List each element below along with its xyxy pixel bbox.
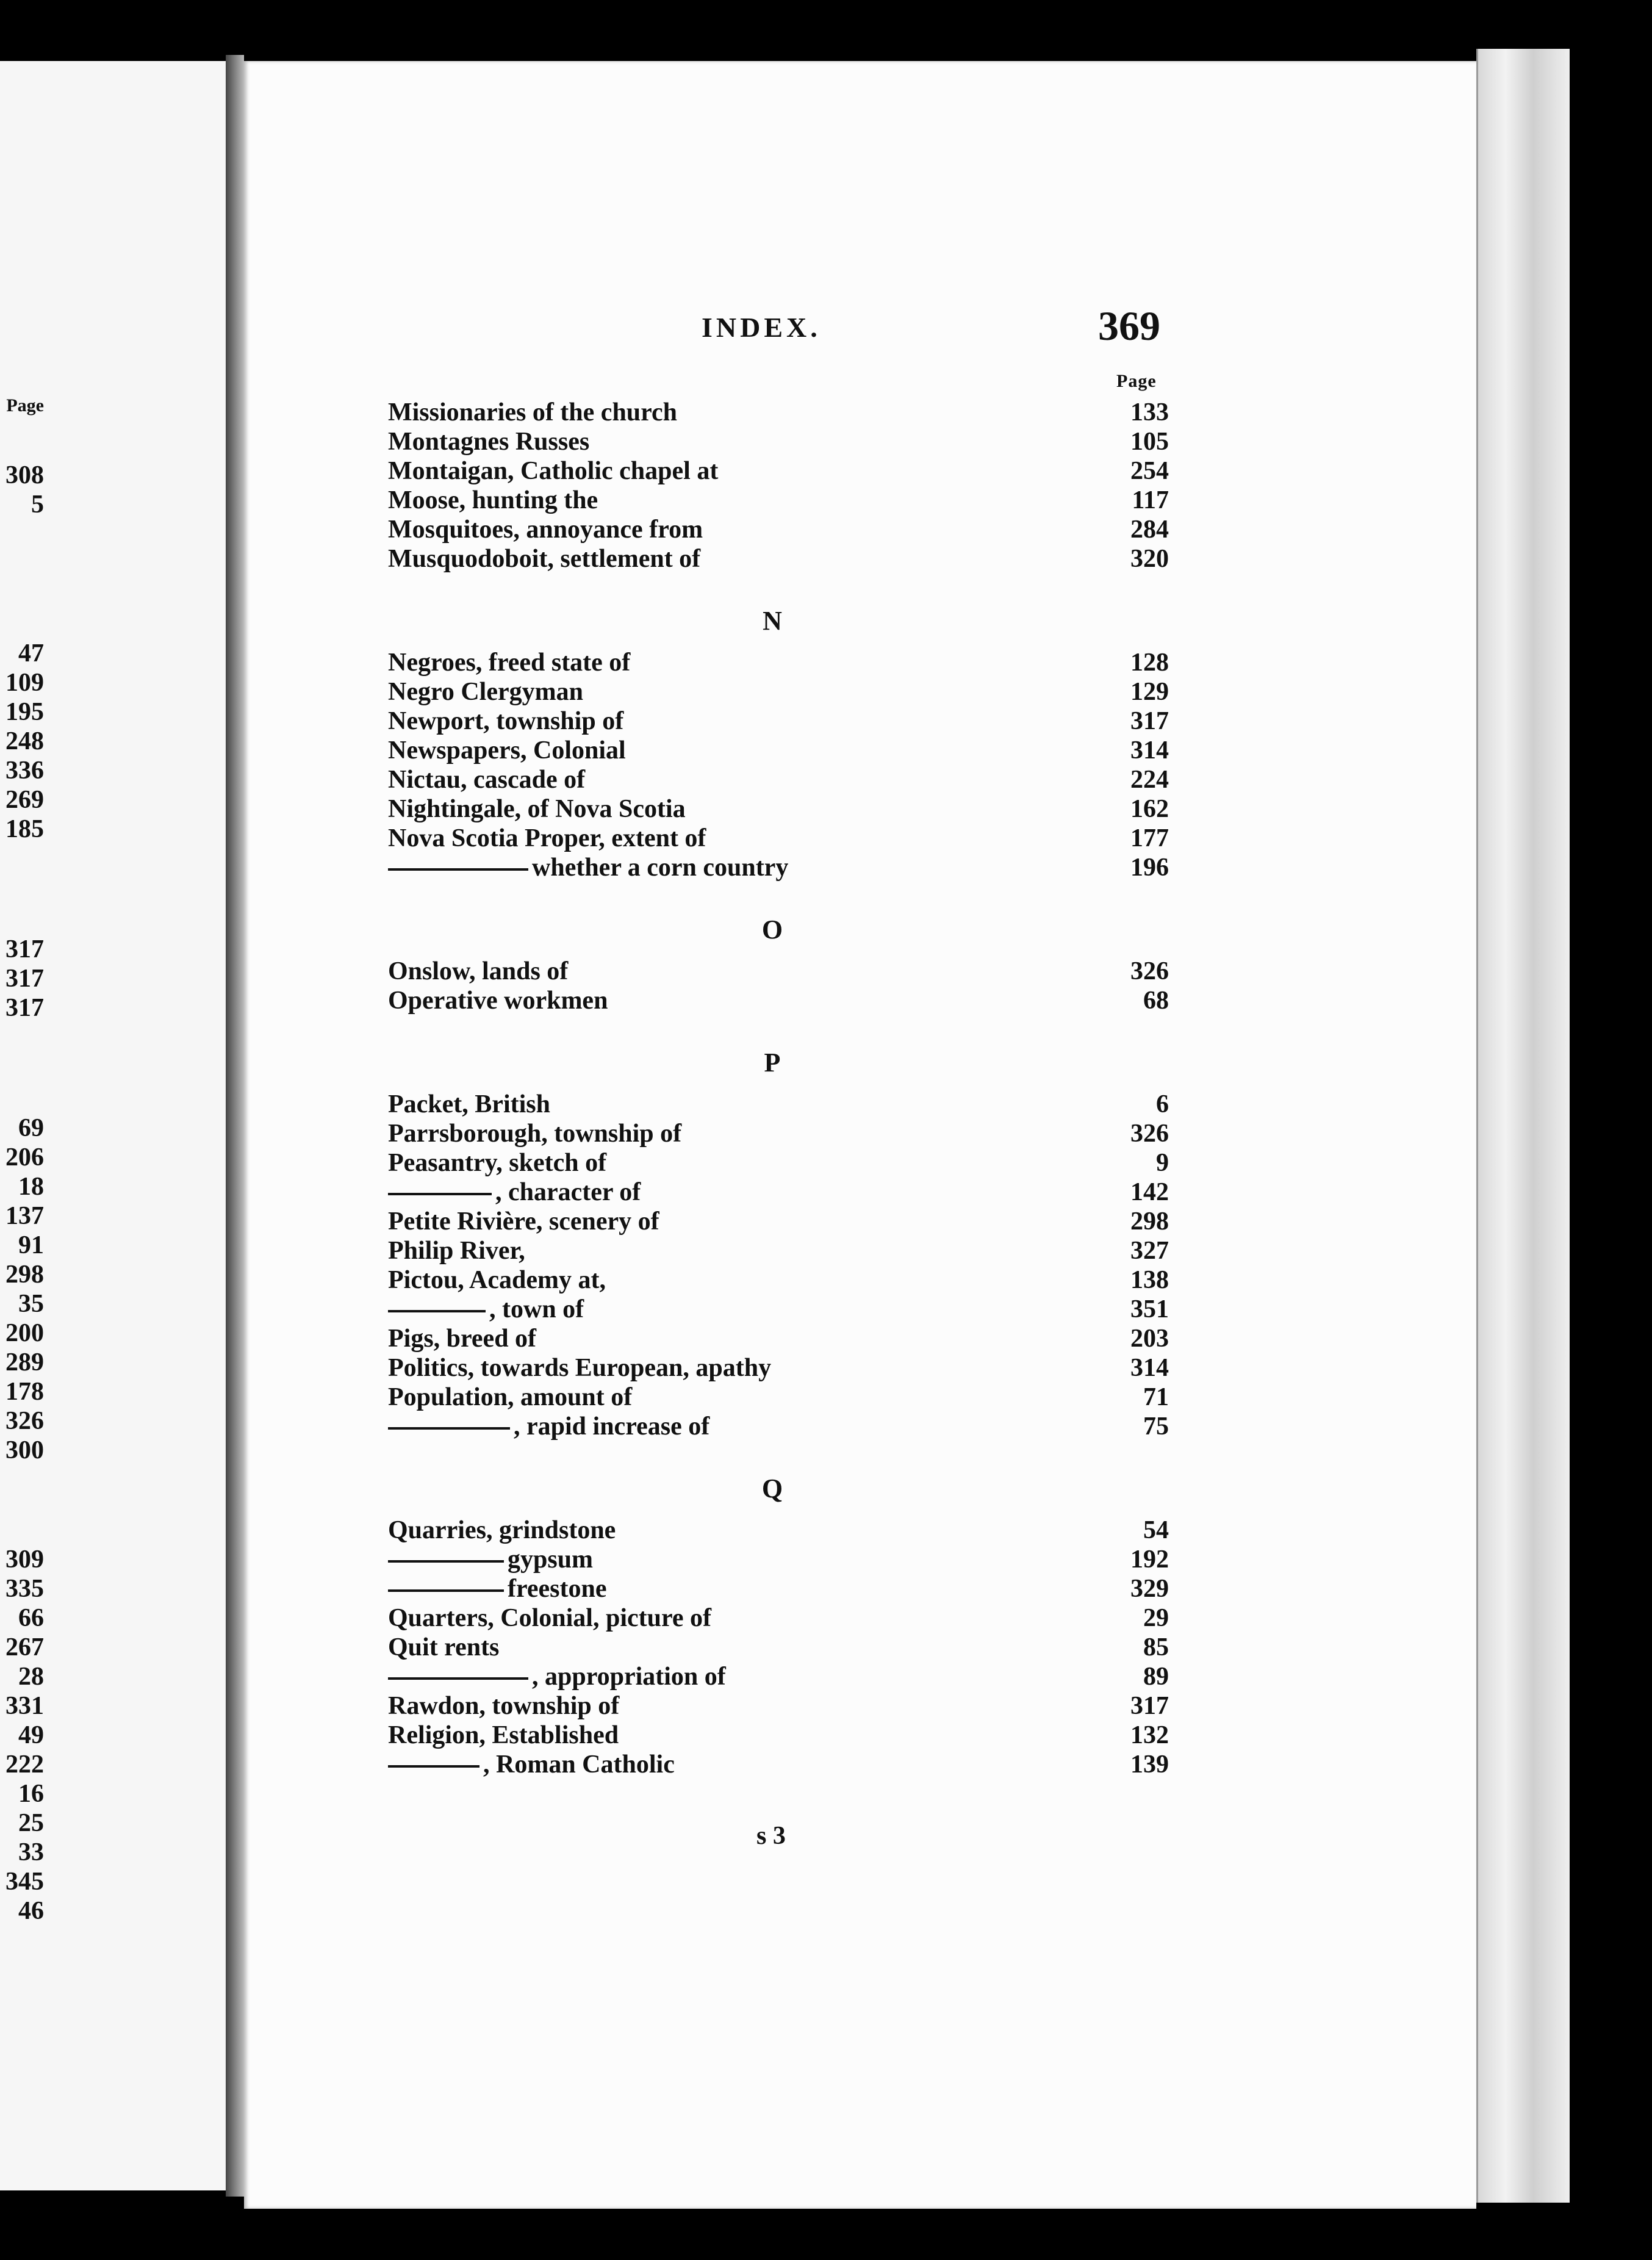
left-page-number: 35 [18,1290,44,1318]
index-entry [388,765,1169,794]
index-term-text: Musquodoboit, settlement of [388,545,701,573]
section-letter-text: P [764,1048,781,1078]
left-page [0,61,229,2190]
index-term-text: Nictau, cascade of [388,766,586,794]
index-term [388,1236,525,1265]
left-page-number: 345 [5,1868,44,1896]
index-term-text: Quit rents [388,1633,500,1661]
index-page-number: 71 [1143,1383,1169,1411]
left-page-number: 222 [5,1751,44,1779]
index-term-text: Parrsborough, township of [388,1120,682,1148]
index-term-text: Negroes, freed state of [388,649,631,677]
index-term [388,427,589,456]
index-term [388,1324,536,1353]
index-term [388,544,700,574]
index-term [388,957,568,986]
index-page-number: 224 [1130,766,1169,794]
index-term-text: Nightingale, of Nova Scotia [388,795,686,823]
section-letter-text: O [761,915,783,945]
index-term-text: Missionaries of the church [388,398,678,426]
left-page-number: 195 [5,698,44,726]
index-term [388,707,623,736]
index-page-number: 132 [1130,1721,1169,1749]
index-page-number: 139 [1130,1751,1169,1779]
index-page-number: 314 [1130,1354,1169,1382]
index-page-number: 75 [1143,1412,1169,1441]
index-term-text: Mosquitoes, annoyance from [388,516,703,544]
index-list [388,398,1169,1779]
index-entry [388,648,1169,677]
index-term-text: Packet, British [388,1090,550,1118]
left-page-number: 331 [5,1692,44,1720]
left-page-number: 317 [5,965,44,993]
left-page-number: 185 [5,815,44,843]
index-term [388,1353,771,1383]
index-term [388,1603,711,1633]
index-entry [388,957,1169,986]
index-term [388,853,788,882]
index-term [388,1178,641,1207]
index-term-text: Moose, hunting the [388,486,598,514]
index-page-number: 133 [1130,398,1169,426]
index-term-text: whether a corn country [532,854,789,882]
index-page-number: 351 [1130,1295,1169,1323]
index-term-text: freestone [508,1575,607,1603]
left-page-number: 298 [5,1261,44,1289]
index-entry [388,677,1169,707]
index-page-number: 327 [1130,1237,1169,1265]
left-page-label: Page [6,395,44,416]
index-term-text: Politics, towards European, apathy [388,1354,772,1382]
index-entry [388,1412,1169,1441]
left-page-number: 33 [18,1838,44,1866]
section-letter-text: Q [761,1474,783,1503]
index-term [388,456,718,486]
left-page-number: 269 [5,786,44,814]
index-term-text: Newspapers, Colonial [388,736,626,765]
signature-mark: s 3 [756,1822,786,1850]
index-entry [388,1633,1169,1662]
index-entry [388,1750,1169,1779]
ditto-dash [388,1310,486,1312]
index-term-text: Quarters, Colonial, picture of [388,1604,712,1632]
index-term [388,986,608,1015]
index-term [388,486,598,515]
left-page-number: 336 [5,757,44,785]
section-gap [388,882,1169,903]
index-term [388,1265,606,1295]
index-page-number: 196 [1130,854,1169,882]
left-page-number: 91 [18,1231,44,1259]
index-page-number: 6 [1156,1090,1169,1118]
left-page-number: 28 [18,1663,44,1691]
section-gap [388,1441,1169,1462]
index-term [388,1207,659,1236]
left-page-number: 47 [18,639,44,668]
index-entry [388,1207,1169,1236]
index-entry [388,707,1169,736]
index-page-number: 105 [1130,428,1169,456]
index-term-text: Philip River, [388,1237,525,1265]
index-term-text: Religion, Established [388,1721,619,1749]
index-term [388,765,585,794]
section-letter [388,1036,1169,1090]
index-term [388,648,630,677]
left-page-number: 5 [31,491,44,519]
index-term-text: Petite Rivière, scenery of [388,1207,659,1236]
index-term [388,398,677,427]
index-term-text: , rapid increase of [514,1412,710,1441]
page-edge [1476,49,1570,2203]
left-page-number: 308 [5,461,44,489]
index-term-text: , Roman Catholic [483,1751,675,1779]
index-page-number: 177 [1130,824,1169,852]
index-term [388,1383,632,1412]
index-term [388,1090,550,1119]
index-page-number: 203 [1130,1325,1169,1353]
index-term-text: Negro Clergyman [388,678,583,706]
left-page-number: 335 [5,1575,44,1603]
index-term [388,1574,606,1603]
index-page-number: 85 [1143,1633,1169,1661]
index-term-text: Newport, township of [388,707,624,735]
index-entry [388,398,1169,427]
ditto-dash [388,1677,528,1680]
left-page-number: 317 [5,935,44,963]
left-page-number: 317 [5,994,44,1022]
left-page-number: 137 [5,1202,44,1230]
left-page-number: 16 [18,1780,44,1808]
index-entry [388,1295,1169,1324]
index-page-number: 128 [1130,649,1169,677]
index-entry [388,1603,1169,1633]
index-entry [388,1353,1169,1383]
index-entry [388,1090,1169,1119]
ditto-dash [388,1765,479,1768]
index-entry [388,1574,1169,1603]
index-page-number: 68 [1143,987,1169,1015]
index-page-number: 117 [1132,486,1169,514]
page-number: 369 [1098,303,1160,349]
index-entry [388,1119,1169,1148]
page-column-label: Page [1116,371,1157,391]
index-term [388,677,583,707]
index-term [388,1721,619,1750]
index-page-number: 320 [1130,545,1169,573]
index-entry [388,1721,1169,1750]
index-term-text: Pigs, breed of [388,1325,537,1353]
index-term-text: Rawdon, township of [388,1692,620,1720]
index-page-number: 254 [1130,457,1169,485]
index-page-number: 54 [1143,1516,1169,1544]
index-page-number: 317 [1130,707,1169,735]
index-page-number: 326 [1130,957,1169,985]
index-page-number: 284 [1130,516,1169,544]
index-term-text: , town of [489,1295,584,1323]
index-term-text: Montaigan, Catholic chapel at [388,457,719,485]
ditto-dash [388,1589,504,1592]
index-entry [388,1662,1169,1691]
index-term [388,1148,606,1178]
index-entry [388,1545,1169,1574]
index-term-text: , character of [495,1178,641,1206]
section-gap [388,574,1169,594]
index-term-text: Pictou, Academy at, [388,1266,606,1294]
left-page-number: 300 [5,1436,44,1464]
index-term-text: Operative workmen [388,987,608,1015]
index-term-text: , appropriation of [532,1663,726,1691]
index-entry [388,824,1169,853]
index-page-number: 298 [1130,1207,1169,1236]
left-page-number: 309 [5,1546,44,1574]
index-term-text: Population, amount of [388,1383,633,1411]
index-entry [388,1178,1169,1207]
left-page-number: 66 [18,1604,44,1632]
page-title: INDEX. [702,312,821,343]
index-page-number: 317 [1130,1692,1169,1720]
left-page-number: 109 [5,669,44,697]
section-letter-text: N [763,606,782,636]
left-page-number: 267 [5,1633,44,1661]
index-term-text: Nova Scotia Proper, extent of [388,824,706,852]
index-entry [388,1383,1169,1412]
index-term [388,1412,709,1441]
index-entry [388,986,1169,1015]
ditto-dash [388,1193,492,1195]
index-entry [388,1236,1169,1265]
ditto-dash [388,1560,504,1563]
left-page-number: 69 [18,1114,44,1142]
index-entry [388,456,1169,486]
ditto-dash [388,1427,510,1430]
book-gutter [226,55,244,2197]
index-entry [388,736,1169,765]
index-term [388,1545,593,1574]
left-page-numbers [6,61,226,2190]
index-term-text: Quarries, grindstone [388,1516,616,1544]
section-letter [388,1462,1169,1516]
index-page-number: 129 [1130,678,1169,706]
index-entry [388,1265,1169,1295]
index-term [388,515,703,544]
index-page-number: 192 [1130,1546,1169,1574]
index-term [388,1516,616,1545]
index-entry [388,544,1169,574]
index-entry [388,1691,1169,1721]
index-entry [388,1324,1169,1353]
index-entry [388,794,1169,824]
index-entry [388,853,1169,882]
section-letter [388,594,1169,648]
index-page-number: 29 [1143,1604,1169,1632]
left-page-number: 206 [5,1143,44,1171]
index-term-text: Peasantry, sketch of [388,1149,607,1177]
left-page-number: 200 [5,1319,44,1347]
index-entry [388,515,1169,544]
index-page-number: 329 [1130,1575,1169,1603]
index-term [388,824,706,853]
index-page-number: 9 [1156,1149,1169,1177]
index-term [388,794,686,824]
section-gap [388,1015,1169,1036]
left-page-number: 46 [18,1897,44,1925]
index-entry [388,1148,1169,1178]
left-page-number: 178 [5,1378,44,1406]
left-page-number: 18 [18,1173,44,1201]
index-term [388,1662,726,1691]
index-term-text: Montagnes Russes [388,428,590,456]
left-page-number: 289 [5,1348,44,1377]
index-term [388,1750,675,1779]
index-page-number: 162 [1130,795,1169,823]
index-entry [388,427,1169,456]
left-page-number: 248 [5,727,44,755]
left-page-number: 49 [18,1721,44,1749]
index-term-text: Onslow, lands of [388,957,569,985]
ditto-dash [388,868,528,871]
index-entry [388,486,1169,515]
index-page-number: 314 [1130,736,1169,765]
index-entry [388,1516,1169,1545]
index-term [388,1295,584,1324]
left-page-number: 25 [18,1809,44,1837]
index-term [388,1119,681,1148]
section-letter [388,903,1169,957]
index-term [388,736,626,765]
index-page-number: 138 [1130,1266,1169,1294]
index-page-number: 142 [1130,1178,1169,1206]
index-term [388,1633,499,1662]
index-term [388,1691,619,1721]
index-page-number: 326 [1130,1120,1169,1148]
index-term-text: gypsum [508,1546,594,1574]
left-page-number: 326 [5,1407,44,1435]
index-page-number: 89 [1143,1663,1169,1691]
